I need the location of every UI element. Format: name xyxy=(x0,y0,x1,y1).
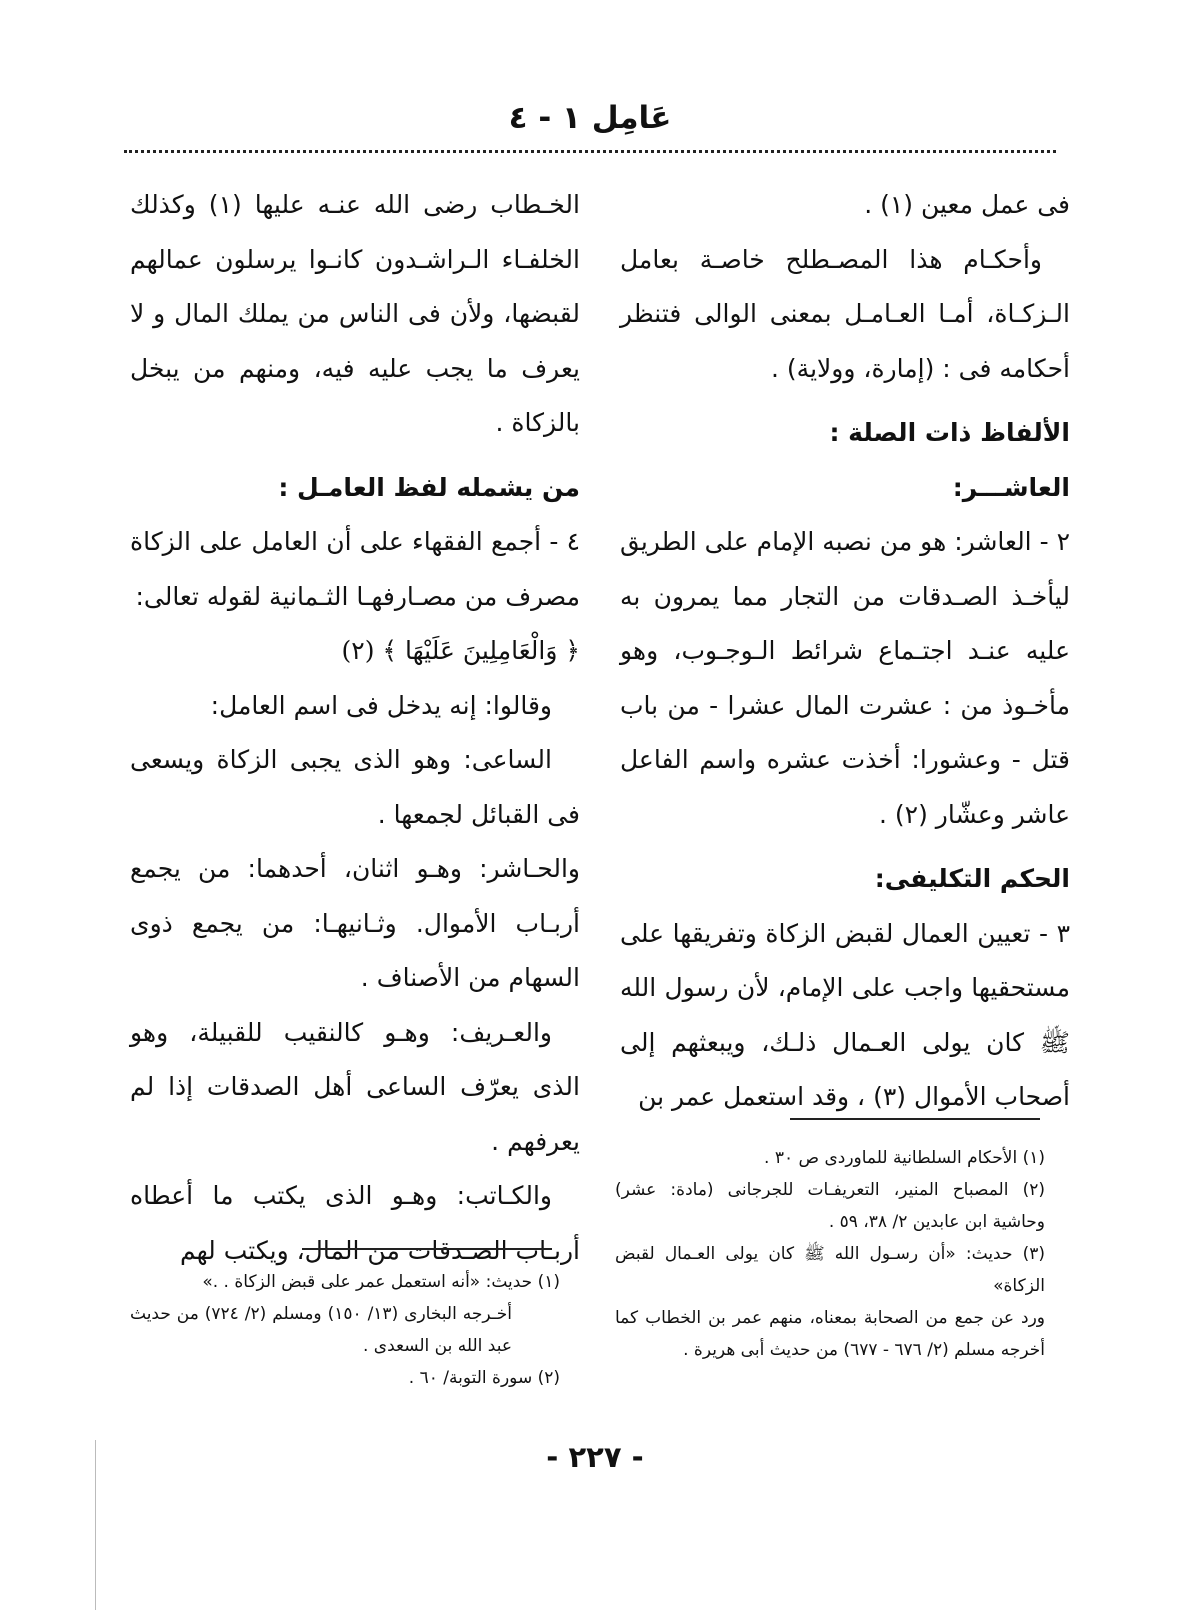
paragraph: الخـطاب رضى الله عنـه عليها (١) وكذلك الخلفـاء الـراشـدون كانـوا يرسلون عمالهم لقبضها، ولأن فى الناس من يملك المال و لا يعرف ما يجب عليه فيه، ومنهم من يبخل بالزكاة . xyxy=(130,190,580,437)
paragraph: وأحكـام هذا المصـطلح خاصـة بعامل الـزكـاة، أمـا العـامـل بمعنى الوالى فتنظر أحكامه فى : (إمارة، وولاية) . xyxy=(620,244,1070,383)
footnote-continuation: ورد عن جمع من الصحابة بمعناه، منهم عمر بن الخطاب كما أخرجه مسلم (٢/ ٦٧٦ - ٦٧٧) من حديث أبى هريرة . xyxy=(615,1308,1045,1360)
right-column xyxy=(620,178,1070,1125)
header-dotted-divider xyxy=(124,150,1056,153)
page-header-title: عَامِل ١ - ٤ xyxy=(508,100,672,136)
footnote: (٢) المصباح المنير، التعريفـات للجرجانى (مادة: عشر) وحاشية ابن عابدين ٢/ ٣٨، ٥٩ . xyxy=(615,1180,1045,1232)
section-heading: الحكم التكليفى: xyxy=(874,864,1070,893)
footnote: (٢) سورة التوبة/ ٦٠ . xyxy=(408,1368,560,1388)
left-footnotes xyxy=(130,1266,560,1394)
paragraph: الساعى: وهو الذى يجبى الزكاة ويسعى فى القبائل لجمعها . xyxy=(130,745,580,829)
section-heading: من يشمله لفظ العامـل : xyxy=(278,472,580,502)
footnote: (٣) حديث: «أن رسـول الله ﷺ كان يولى العـمال لقبض الزكاة» xyxy=(615,1244,1045,1296)
subsection-heading: العاشـــر: xyxy=(952,472,1070,502)
quran-verse: ﴿ وَالْعَامِلِينَ عَلَيْهَا ﴾ (٢) xyxy=(341,636,580,665)
paragraph: ٣ - تعيين العمال لقبض الزكاة وتفريقها على مستحقيها واجب على الإمام، لأن رسول الله ﷺ كان يولى العـمال ذلـك، ويبعثهم إلى أصحاب الأموال (٣) ، وقد استعمل عمر بن xyxy=(620,918,1070,1111)
left-footnote-rule xyxy=(302,1248,552,1250)
right-footnotes xyxy=(615,1142,1045,1366)
footnote: (١) الأحكام السلطانية للماوردى ص ٣٠ . xyxy=(764,1148,1045,1168)
left-column xyxy=(130,178,580,1278)
paragraph: ٢ - العاشر: هو من نصبه الإمام على الطريق ليأخـذ الصـدقات من التجار مما يمرون به عليه عنـد اجتـماع شرائط الـوجـوب، وهو مأخـوذ من : عشرت المال عشرا - من باب قتل - وعشورا: أخذت عشره واسم الفاعل عاشر وعشّار (٢) . xyxy=(620,527,1070,829)
paragraph: والعـريف: وهـو كالنقيب للقبيلة، وهو الذى يعرّف الساعى أهل الصدقات إذا لم يعرفهم . xyxy=(130,1017,580,1156)
page-number: - ٢٢٧ - xyxy=(546,1440,644,1474)
paragraph: والكـاتب: وهـو الذى يكتب ما أعطاه أربـاب الصـدقات من المال، ويكتب لهم xyxy=(130,1181,580,1265)
paragraph: والحـاشر: وهـو اثنان، أحدهما: من يجمع أربـاب الأموال. وثـانيهـا: من يجمع ذوى السهام من الأصناف . xyxy=(130,854,580,992)
right-footnote-rule xyxy=(790,1118,1040,1120)
paragraph: فى عمل معين (١) . xyxy=(864,190,1070,219)
scan-edge-line xyxy=(95,1440,96,1610)
section-heading: الألفاظ ذات الصلة : xyxy=(829,418,1070,447)
footnote-continuation: أخـرجه البخارى (١٣/ ١٥٠) ومسلم (٢/ ٧٢٤) من حديث عبد الله بن السعدى . xyxy=(130,1304,512,1356)
paragraph: ٤ - أجمع الفقهاء على أن العامل على الزكاة مصرف من مصـارفهـا الثـمانية لقوله تعالى: xyxy=(130,527,580,611)
paragraph: وقالوا: إنه يدخل فى اسم العامل: xyxy=(210,690,552,720)
footnote: (١) حديث: «أنه استعمل عمر على قبض الزكاة . .» xyxy=(202,1272,560,1292)
